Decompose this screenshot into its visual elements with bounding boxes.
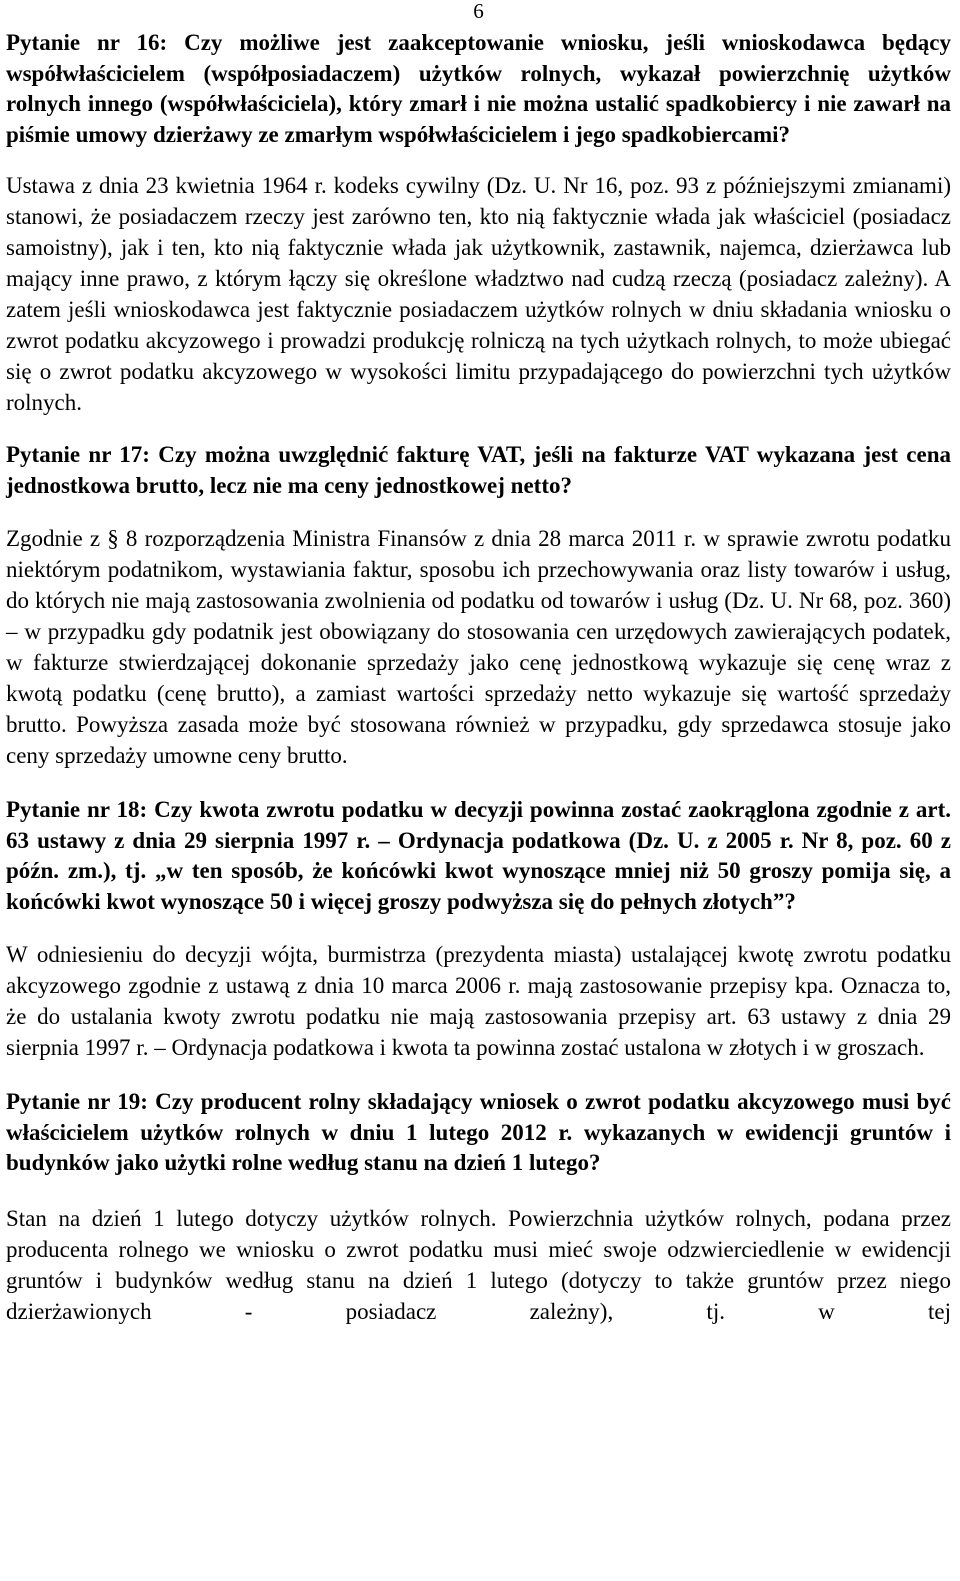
answer-18: W odniesieniu do decyzji wójta, burmistrza (prezydenta miasta) ustalającej kwotę zwrotu podatku akcyzowego zgodnie z ustawą z dnia 10 marca 2006 r. mają zastosowanie przepisy kpa. Oznacza to, że do ustalania kwoty zwrotu podatku nie mają zastosowania przepisy art. 63 ustawy z dnia 29 sierpnia 1997 r. – Ordynacja podatkowa i kwota ta powinna zostać ustalona w złotych i w groszach. xyxy=(6,942,951,1060)
page-number: 6 xyxy=(473,0,484,23)
question-16: Pytanie nr 16: Czy możliwe jest zaakceptowanie wniosku, jeśli wnioskodawca będący współwłaścicielem (współposiadaczem) użytków rolnych, wykazał powierzchnię użytków rolnych innego (współwłaściciela), który zmarł i nie można ustalić spadkobiercy i nie zawarł na piśmie umowy dzierżawy ze zmarłym współwłaścicielem i jego spadkobiercami? xyxy=(6,30,951,147)
question-17: Pytanie nr 17: Czy można uwzględnić fakturę VAT, jeśli na fakturze VAT wykazana jest cena jednostkowa brutto, lecz nie ma ceny jednostkowej netto? xyxy=(6,442,951,498)
question-19: Pytanie nr 19: Czy producent rolny składający wniosek o zwrot podatku akcyzowego musi być właścicielem użytków rolnych w dniu 1 lutego 2012 r. wykazanych w ewidencji gruntów i budynków jako użytki rolne według stanu na dzień 1 lutego? xyxy=(6,1089,951,1175)
section-question-18 xyxy=(6,795,951,1063)
section-question-17 xyxy=(6,440,951,771)
answer-19: Stan na dzień 1 lutego dotyczy użytków rolnych. Powierzchnia użytków rolnych, podana przez producenta rolnego we wniosku o zwrot podatku musi mieć swoje odzwierciedlenie w ewidencji gruntów i budynków według stanu na dzień 1 lutego (dotyczy to także gruntów przez niego dzierżawionych - posiadacz zależny), tj. w tej xyxy=(6,1205,951,1324)
section-question-16 xyxy=(6,28,951,418)
section-question-19 xyxy=(6,1087,951,1327)
question-18: Pytanie nr 18: Czy kwota zwrotu podatku w decyzji powinna zostać zaokrąglona zgodnie z art. 63 ustawy z dnia 29 sierpnia 1997 r. – Ordynacja podatkowa (Dz. U. z 2005 r. Nr 8, poz. 60 z późn. zm.), tj. „w ten sposób, że końcówki kwot wynoszące mniej niż 50 groszy pomija się, a końcówki kwot wynoszące 50 i więcej groszy podwyższa się do pełnych złotych”? xyxy=(6,797,951,914)
answer-17: Zgodnie z § 8 rozporządzenia Ministra Finansów z dnia 28 marca 2011 r. w sprawie zwrotu podatku niektórym podatnikom, wystawiania faktur, sposobu ich przechowywania oraz listy towarów i usług, do których nie mają zastosowania zwolnienia od podatku od towarów i usług (Dz. U. Nr 68, poz. 360) – w przypadku gdy podatnik jest obowiązany do stosowania cen urzędowych zawierających podatek, w fakturze stwierdzającej dokonanie sprzedaży jako cenę jednostkową wykazuje się cenę wraz z kwotą podatku (cenę brutto), a zamiast wartości sprzedaży netto wykazuje się wartość sprzedaży brutto. Powyższa zasada może być stosowana również w przypadku, gdy sprzedawca stosuje jako ceny sprzedaży umowne ceny brutto. xyxy=(6,526,951,768)
answer-16: Ustawa z dnia 23 kwietnia 1964 r. kodeks cywilny (Dz. U. Nr 16, poz. 93 z późniejszymi zmianami) stanowi, że posiadaczem rzeczy jest zarówno ten, kto nią faktycznie włada jak właściciel (posiadacz samoistny), jak i ten, kto nią faktycznie włada jak użytkownik, zastawnik, najemca, dzierżawca lub mający inne prawo, z którym łączy się określone władztwo nad cudzą rzeczą (posiadacz zależny). A zatem jeśli wnioskodawca jest faktycznie posiadaczem użytków rolnych w dniu składania wniosku o zwrot podatku akcyzowego i prowadzi produkcję rolniczą na tych użytkach rolnych, to może ubiegać się o zwrot podatku akcyzowego w wysokości limitu przypadającego do powierzchni tych użytków rolnych. xyxy=(6,173,951,415)
document-page xyxy=(6,0,951,1327)
